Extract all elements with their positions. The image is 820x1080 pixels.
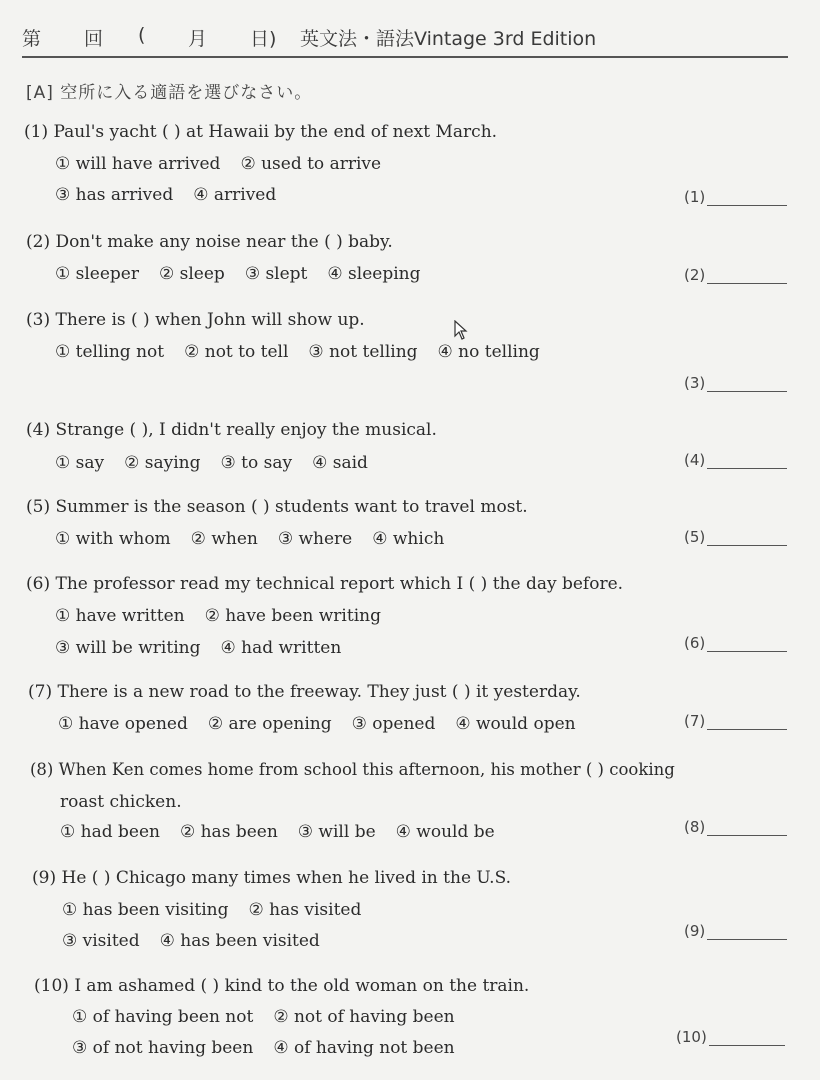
instruction: [A] 空所に入る適語を選びなさい。 <box>26 83 313 103</box>
mouse-pointer-icon <box>454 320 468 340</box>
options-row: ① have written ② have been writing <box>55 606 381 626</box>
options-row: ① say ② saying ③ to say ④ said <box>55 453 368 473</box>
options-row: ① of having been not ② not of having been <box>72 1007 455 1027</box>
header-paren: ( <box>138 24 146 46</box>
header-month: 月 <box>188 28 208 50</box>
header-title: 英文法・語法Vintage 3rd Edition <box>300 28 597 50</box>
question-text: (1) Paul's yacht ( ) at Hawaii by the end of next March. <box>24 122 498 142</box>
options-row: ③ has arrived ④ arrived <box>55 185 277 205</box>
question-text: (8) When Ken comes home from school this afternoon, his mother ( ) cooking <box>30 760 675 779</box>
answer-blank[interactable]: (4) <box>684 451 787 469</box>
worksheet-header <box>22 16 788 58</box>
options-row: ③ of not having been ④ of having not been <box>72 1038 455 1058</box>
question-text: (9) He ( ) Chicago many times when he lived in the U.S. <box>32 868 512 888</box>
question-text: (3) There is ( ) when John will show up. <box>26 310 365 330</box>
answer-blank[interactable]: (2) <box>684 266 787 284</box>
question-text-continued: roast chicken. <box>60 792 182 812</box>
options-row: ① telling not ② not to tell ③ not telling ④ no telling <box>55 342 540 362</box>
question-text: (5) Summer is the season ( ) students want to travel most. <box>26 497 528 517</box>
header-day: 日) <box>250 28 277 50</box>
answer-blank[interactable]: (5) <box>684 528 787 546</box>
question-text: (10) I am ashamed ( ) kind to the old woman on the train. <box>34 976 530 996</box>
question-text: (2) Don't make any noise near the ( ) baby. <box>26 232 393 252</box>
options-row: ③ will be writing ④ had written <box>55 638 342 658</box>
options-row: ① had been ② has been ③ will be ④ would be <box>60 822 495 842</box>
answer-blank[interactable]: (9) <box>684 922 787 940</box>
question-text: (7) There is a new road to the freeway. They just ( ) it yesterday. <box>28 682 581 702</box>
options-row: ① has been visiting ② has visited <box>62 900 362 920</box>
answer-blank[interactable]: (3) <box>684 374 787 392</box>
question-text: (6) The professor read my technical report which I ( ) the day before. <box>26 574 624 594</box>
answer-blank[interactable]: (8) <box>684 818 787 836</box>
header-kai: 回 <box>84 28 104 50</box>
options-row: ① with whom ② when ③ where ④ which <box>55 529 445 549</box>
header-dai: 第 <box>22 28 42 50</box>
answer-blank[interactable]: (7) <box>684 712 787 730</box>
options-row: ① have opened ② are opening ③ opened ④ would open <box>58 714 576 734</box>
answer-blank[interactable]: (10) <box>676 1028 785 1046</box>
options-row: ① will have arrived ② used to arrive <box>55 154 382 174</box>
question-text: (4) Strange ( ), I didn't really enjoy the musical. <box>26 420 437 440</box>
answer-blank[interactable]: (6) <box>684 634 787 652</box>
answer-blank[interactable]: (1) <box>684 188 787 206</box>
options-row: ③ visited ④ has been visited <box>62 931 320 951</box>
options-row: ① sleeper ② sleep ③ slept ④ sleeping <box>55 264 421 284</box>
